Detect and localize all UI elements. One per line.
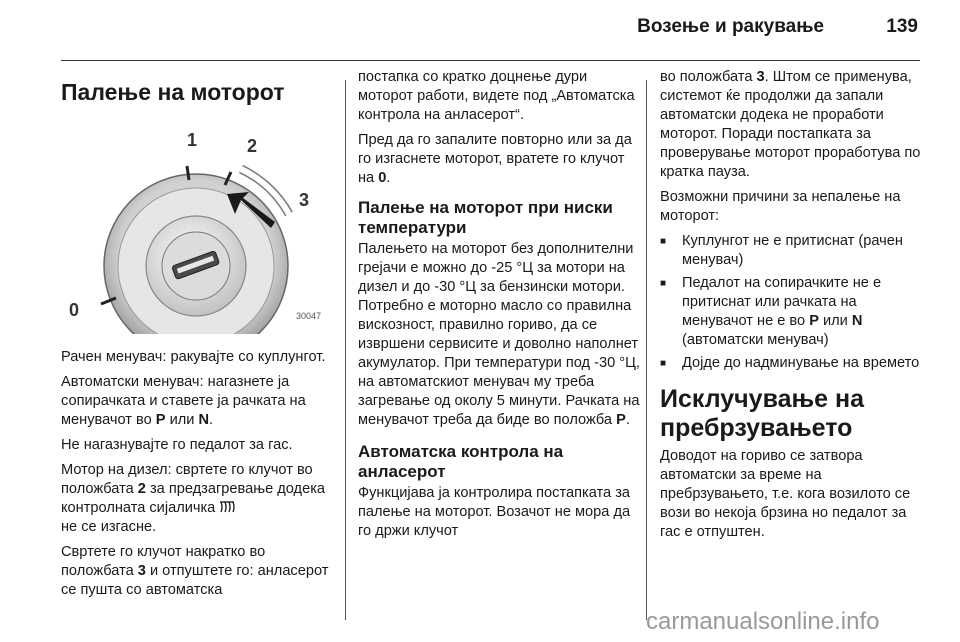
section-heading-engine-start: Палење на моторот: [61, 79, 285, 105]
watermark: carmanualsonline.info: [646, 608, 880, 635]
column-divider: [646, 80, 647, 620]
paragraph: Рачен менувач: ракувајте со куплунгот.: [61, 349, 326, 365]
column-divider: [345, 80, 346, 620]
paragraph: Не нагазнувајте го педалот за гас.: [61, 437, 293, 453]
page-number: 139: [886, 16, 918, 37]
column-1: [61, 78, 329, 606]
list-item: ■ Куплунгот не е притиснат (рачен менувач): [660, 233, 903, 268]
list-item: ■ Дојде до надминување на времето: [660, 355, 920, 371]
position-label-2: 2: [247, 136, 258, 156]
list-item: ■ Педалот на сопирачките не е притиснат или рачката на менувачот не е во P или N (автоматски менувач): [660, 275, 882, 348]
ignition-switch-figure: [61, 114, 329, 334]
position-label-1: 1: [187, 130, 198, 150]
paragraph: Пред да го запалите повторно или за да го изгаснете моторот, вратете го клучот на 0.: [358, 132, 632, 186]
paragraph: Возможни причини за непалење на моторот:: [660, 189, 901, 224]
section-heading-overrun-cutoff: Исклучување на пребрзувањето: [660, 385, 865, 442]
paragraph: Автоматски менувач: нагазнете ја сопирачката и ставете ја рачката на менувачот во P или N.: [61, 374, 306, 428]
header-rule: [61, 60, 920, 61]
figure-id: 30047: [295, 311, 321, 321]
section-heading-cold-start: Палење на моторот при ниски температури: [358, 198, 613, 237]
ignition-switch-illustration: [61, 114, 329, 334]
running-header-title: Возење и ракување: [637, 16, 824, 37]
bullet-icon: ■: [660, 236, 667, 247]
paragraph: постапка со кратко доцнење дури моторот работи, видете под „Автоматска контрола на анласерот“.: [358, 69, 635, 123]
column-3: [660, 68, 925, 548]
paragraph: Свртете го клучот накратко во положбата 3 и отпуштете го: анласерот се пушта со автоматска: [61, 544, 329, 598]
position-label-3: 3: [299, 190, 310, 210]
bullet-icon: ■: [660, 278, 667, 289]
paragraph: Мотор на дизел: свртете го клучот во положбата 2 за предзагревање додека контролната сијаличка не се изгасне.: [61, 462, 326, 535]
paragraph: Палењето на моторот без дополнителни грејачи е можно до -25 °Ц за мотори на дизел и до -30 °Ц за бензински мотори. Потребно е моторно масло со правилна вискозност, правилно гориво, да се извршени сервисите и доволно наполнет акумулатор. При температури под -30 °Ц, на автоматскиот менувач му треба загревање од околу 5 минути. Рачката на менувачот треба да биде во положба P.: [358, 241, 640, 428]
position-label-0: 0: [69, 300, 80, 320]
paragraph: во положбата 3. Штом се применува, системот ќе продолжи да запали автоматски додека не проработи моторот. Поради постапката за проверување моторот проработува по кратка пауза.: [660, 69, 921, 180]
section-heading-auto-starter: Автоматска контрола на анласерот: [358, 442, 564, 481]
column-2: [358, 68, 640, 547]
bullet-icon: ■: [660, 358, 667, 369]
glow-plug-icon: [219, 500, 235, 514]
paragraph: Доводот на гориво се затвора автоматски за време на пребрзувањето, т.е. кога возилото се вози во некоја брзина но педалот за гас е отпуштен.: [660, 448, 911, 540]
paragraph: Функцијава ја контролира постапката за палење на моторот. Возачот не мора да го држи клучот: [358, 485, 631, 539]
